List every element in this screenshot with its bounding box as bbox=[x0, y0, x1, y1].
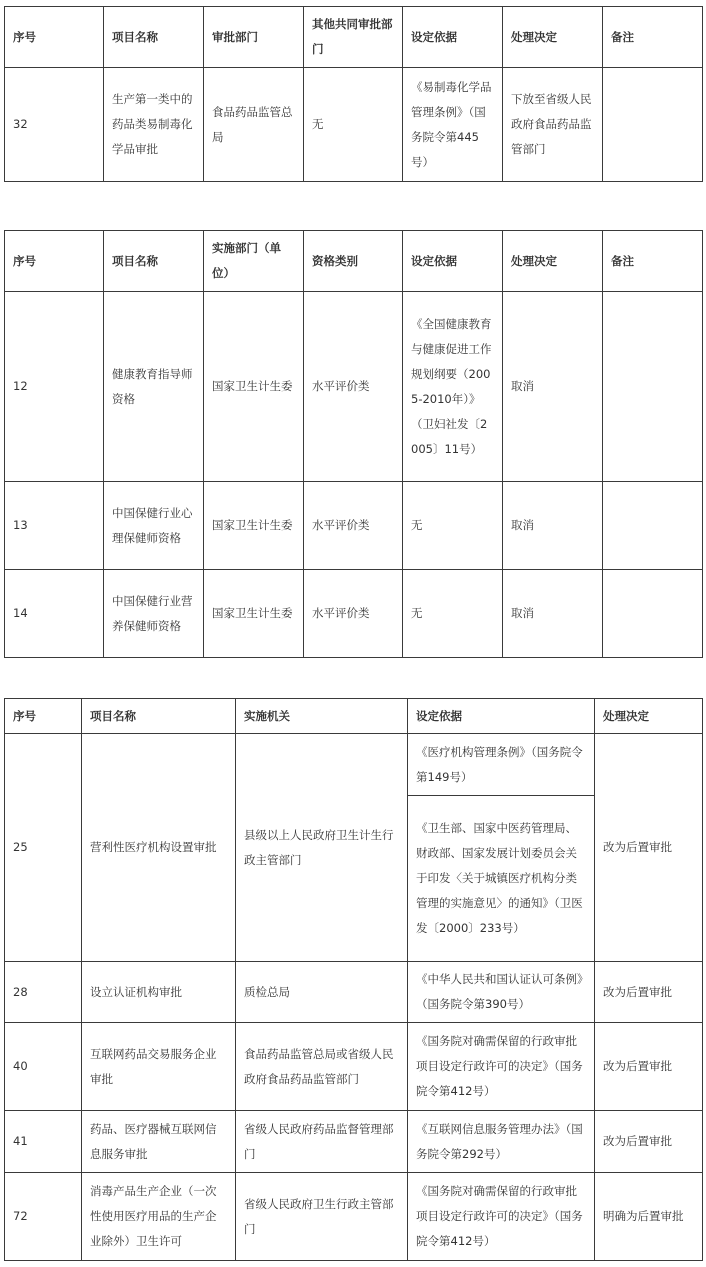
col-header-decision: 处理决定 bbox=[503, 231, 603, 292]
cell-decision: 改为后置审批 bbox=[595, 1023, 703, 1111]
approval-table-1 bbox=[4, 6, 703, 182]
cell-basis: 《医疗机构管理条例》（国务院令第149号） bbox=[408, 734, 595, 796]
col-header-name: 项目名称 bbox=[82, 699, 236, 734]
cell-name: 药品、医疗器械互联网信息服务审批 bbox=[82, 1111, 236, 1173]
cell-decision: 取消 bbox=[503, 292, 603, 482]
cell-basis: 《互联网信息服务管理办法》（国务院令第292号） bbox=[408, 1111, 595, 1173]
cell-remark bbox=[603, 482, 703, 570]
cell-name: 互联网药品交易服务企业审批 bbox=[82, 1023, 236, 1111]
table-row bbox=[5, 1173, 703, 1261]
table-header-row bbox=[5, 7, 703, 68]
cell-dept: 国家卫生计生委 bbox=[204, 292, 304, 482]
col-header-decision: 处理决定 bbox=[595, 699, 703, 734]
cell-decision: 改为后置审批 bbox=[595, 962, 703, 1023]
table-header-row bbox=[5, 231, 703, 292]
table-header-row bbox=[5, 699, 703, 734]
cell-basis: 《易制毒化学品管理条例》（国务院令第445号） bbox=[403, 68, 503, 182]
cell-remark bbox=[603, 292, 703, 482]
cell-no: 25 bbox=[5, 734, 82, 962]
cell-category: 水平评价类 bbox=[304, 482, 403, 570]
col-header-basis: 设定依据 bbox=[403, 7, 503, 68]
cell-name: 设立认证机构审批 bbox=[82, 962, 236, 1023]
table-row bbox=[5, 570, 703, 658]
cell-name: 生产第一类中的药品类易制毒化学品审批 bbox=[104, 68, 204, 182]
cell-name: 中国保健行业心理保健师资格 bbox=[104, 482, 204, 570]
cell-basis: 《卫生部、国家中医药管理局、财政部、国家发展计划委员会关于印发〈关于城镇医疗机构分类管理的实施意见〉的通知》（卫医发〔2000〕233号） bbox=[408, 796, 595, 962]
col-header-dept: 审批部门 bbox=[204, 7, 304, 68]
cell-basis: 《全国健康教育与健康促进工作规划纲要（2005-2010年）》（卫妇社发〔2005〕11号） bbox=[403, 292, 503, 482]
col-header-name: 项目名称 bbox=[104, 231, 204, 292]
cell-no: 14 bbox=[5, 570, 104, 658]
qualification-table bbox=[4, 230, 703, 658]
cell-name: 消毒产品生产企业（一次性使用医疗用品的生产企业除外）卫生许可 bbox=[82, 1173, 236, 1261]
col-header-name: 项目名称 bbox=[104, 7, 204, 68]
cell-decision: 取消 bbox=[503, 570, 603, 658]
table-row bbox=[5, 482, 703, 570]
cell-other-dept: 无 bbox=[304, 68, 403, 182]
cell-decision: 下放至省级人民政府食品药品监管部门 bbox=[503, 68, 603, 182]
cell-name: 健康教育指导师资格 bbox=[104, 292, 204, 482]
cell-category: 水平评价类 bbox=[304, 570, 403, 658]
table-row bbox=[5, 734, 703, 796]
post-approval-table bbox=[4, 698, 703, 1261]
cell-decision: 改为后置审批 bbox=[595, 734, 703, 962]
cell-dept: 国家卫生计生委 bbox=[204, 570, 304, 658]
table-row bbox=[5, 1111, 703, 1173]
col-header-other-dept: 其他共同审批部门 bbox=[304, 7, 403, 68]
col-header-remark: 备注 bbox=[603, 7, 703, 68]
cell-dept: 食品药品监管总局 bbox=[204, 68, 304, 182]
cell-remark bbox=[603, 68, 703, 182]
cell-decision: 取消 bbox=[503, 482, 603, 570]
cell-name: 营利性医疗机构设置审批 bbox=[82, 734, 236, 962]
table-row bbox=[5, 962, 703, 1023]
cell-basis: 《中华人民共和国认证认可条例》（国务院令第390号） bbox=[408, 962, 595, 1023]
cell-no: 28 bbox=[5, 962, 82, 1023]
cell-category: 水平评价类 bbox=[304, 292, 403, 482]
table-row bbox=[5, 68, 703, 182]
cell-no: 72 bbox=[5, 1173, 82, 1261]
cell-agency: 质检总局 bbox=[236, 962, 408, 1023]
cell-agency: 食品药品监管总局或省级人民政府食品药品监管部门 bbox=[236, 1023, 408, 1111]
cell-no: 13 bbox=[5, 482, 104, 570]
col-header-no: 序号 bbox=[5, 231, 104, 292]
col-header-basis: 设定依据 bbox=[408, 699, 595, 734]
col-header-no: 序号 bbox=[5, 699, 82, 734]
cell-decision: 改为后置审批 bbox=[595, 1111, 703, 1173]
col-header-category: 资格类别 bbox=[304, 231, 403, 292]
cell-agency: 县级以上人民政府卫生计生行政主管部门 bbox=[236, 734, 408, 962]
col-header-remark: 备注 bbox=[603, 231, 703, 292]
cell-basis: 无 bbox=[403, 570, 503, 658]
col-header-basis: 设定依据 bbox=[403, 231, 503, 292]
cell-no: 40 bbox=[5, 1023, 82, 1111]
table-row bbox=[5, 292, 703, 482]
col-header-agency: 实施机关 bbox=[236, 699, 408, 734]
cell-no: 32 bbox=[5, 68, 104, 182]
cell-basis: 《国务院对确需保留的行政审批项目设定行政许可的决定》（国务院令第412号） bbox=[408, 1023, 595, 1111]
cell-dept: 国家卫生计生委 bbox=[204, 482, 304, 570]
col-header-no: 序号 bbox=[5, 7, 104, 68]
cell-agency: 省级人民政府卫生行政主管部门 bbox=[236, 1173, 408, 1261]
cell-basis: 《国务院对确需保留的行政审批项目设定行政许可的决定》（国务院令第412号） bbox=[408, 1173, 595, 1261]
table-row bbox=[5, 1023, 703, 1111]
cell-name: 中国保健行业营养保健师资格 bbox=[104, 570, 204, 658]
cell-decision: 明确为后置审批 bbox=[595, 1173, 703, 1261]
cell-no: 12 bbox=[5, 292, 104, 482]
col-header-decision: 处理决定 bbox=[503, 7, 603, 68]
cell-agency: 省级人民政府药品监督管理部门 bbox=[236, 1111, 408, 1173]
cell-basis: 无 bbox=[403, 482, 503, 570]
cell-no: 41 bbox=[5, 1111, 82, 1173]
col-header-dept: 实施部门（单位） bbox=[204, 231, 304, 292]
cell-remark bbox=[603, 570, 703, 658]
